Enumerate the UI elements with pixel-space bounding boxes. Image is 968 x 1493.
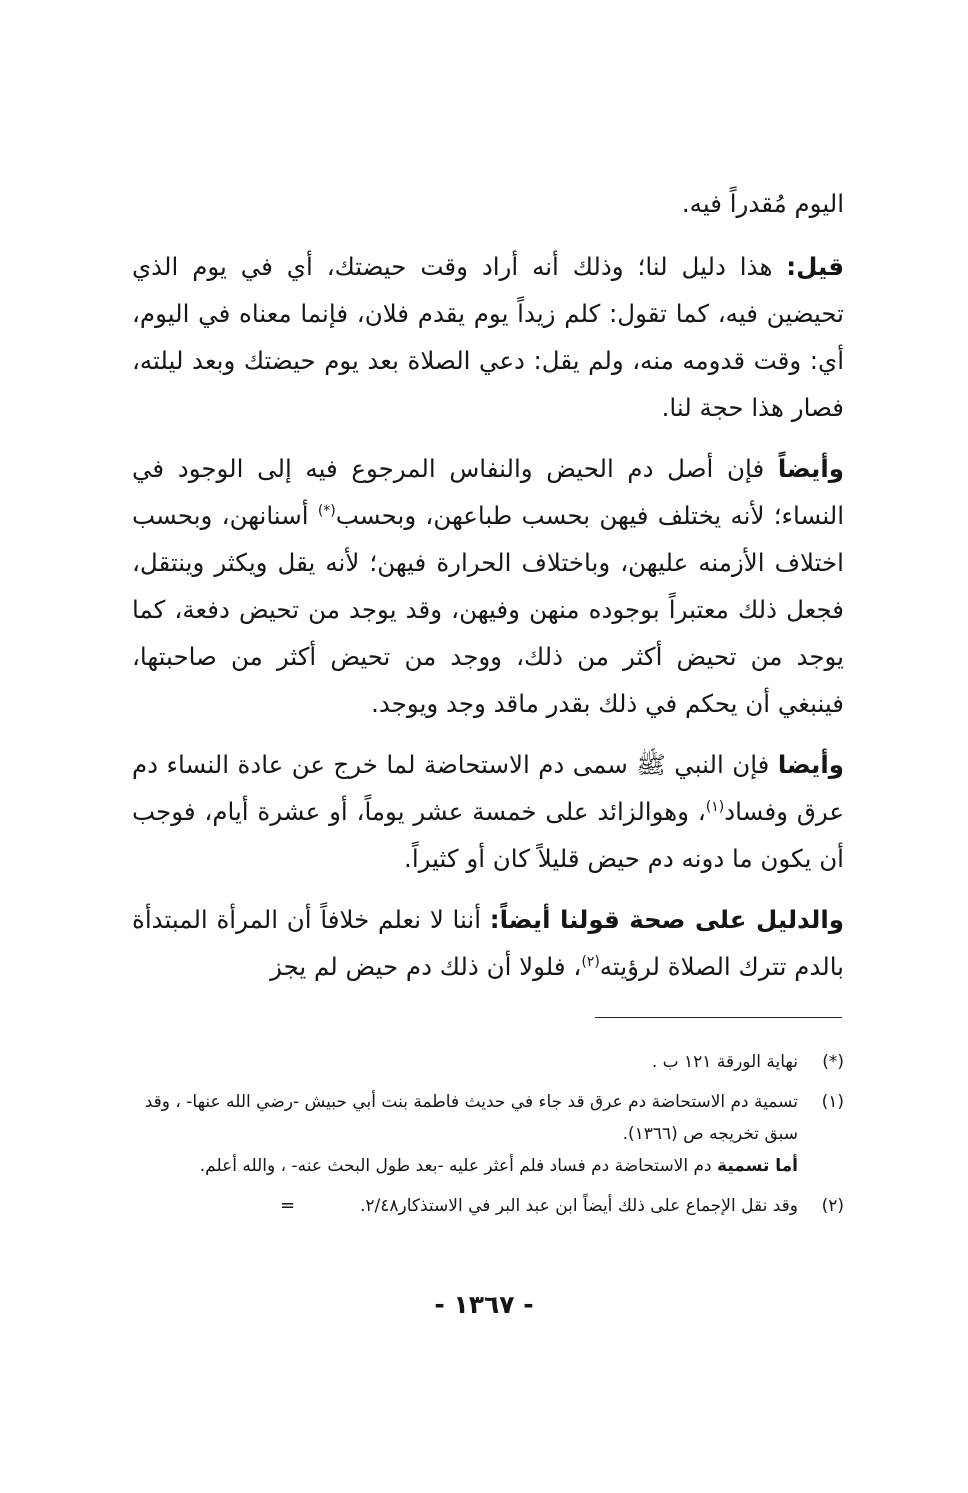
paragraph-0-text: اليوم مُقدراً فيه. (681, 189, 844, 218)
footnote-star (132, 1046, 844, 1078)
footnote-2-text: وقد نقل الإجماع على ذلك أيضاً ابن عبد البر في الاستذكار٢/٤٨. (359, 1196, 798, 1216)
paragraph-4-text-a: أننا لا نعلم خلافاً أن المرأة المبتدأة بالدم تترك الصلاة لرؤيته (132, 905, 844, 981)
footnote-1-text: تسمية دم الاستحاضة دم عرق قد جاء في حديث فاطمة بنت أبي حبيش -رضي الله عنها- ، وقد سبق تخريجه ص (١٣٦٦). (144, 1092, 798, 1144)
footnote-2 (132, 1190, 844, 1222)
footnote-1-body (132, 1086, 798, 1182)
paragraph-4-text-b: ، فلولا أن ذلك دم حيض لم يجز (270, 952, 582, 981)
main-text (132, 180, 844, 1004)
footnote-1-text-2: دم الاستحاضة دم فساد فلم أعثر عليه -بعد طول البحث عنه- ، والله أعلم. (199, 1156, 718, 1176)
footnote-separator (595, 1017, 842, 1018)
paragraph-1 (132, 243, 844, 431)
paragraph-4-lead: والدليل على صحة قولنا أيضاً: (489, 905, 844, 934)
footnote-ref-1: (١) (705, 798, 725, 815)
paragraph-2-text-a: فإن أصل دم الحيض والنفاس المرجوع فيه إلى الوجود في النساء؛ لأنه يختلف فيهن بحسب طباعهن، وبحسب (132, 454, 845, 530)
paragraph-3-lead: وأيضا (777, 750, 844, 779)
footnote-2-number: (٢) (821, 1196, 844, 1216)
footnote-continuation-mark: = (280, 1195, 296, 1216)
paragraph-4 (132, 896, 844, 990)
folio-marker: (*) (317, 502, 336, 519)
footnote-star-number: (*) (822, 1052, 844, 1072)
footnotes (132, 1046, 844, 1230)
footnote-star-text: نهاية الورقة ١٢١ ب . (651, 1052, 798, 1072)
paragraph-2-lead: وأيضاً (777, 454, 844, 483)
page-number: - ١٣٦٧ - (434, 1290, 534, 1319)
paragraph-1-text: هذا دليل لنا؛ وذلك أنه أراد وقت حيضتك، أي في يوم الذي تحيضين فيه، كما تقول: كلم زيداً يوم يقدم فلان، فإنما معناه في اليوم، أي: وقت قدومه منه، ولم يقل: دعي الصلاة بعد يوم حيضتك وبعد ليلته، فصار هذا حجة لنا. (132, 252, 844, 422)
footnote-ref-2: (٢) (581, 953, 600, 970)
paragraph-0 (132, 180, 844, 227)
paragraph-2-text-b: أسنانهن، وبحسب اختلاف الأزمنه عليهن، وباختلاف الحرارة فيهن؛ لأنه يقل ويكثر وينتقل، فجعل ذلك معتبراً بوجوده منهن وفيهن، وقد يوجد من تحيض دفعة، كما يوجد من تحيض أكثر من ذلك، ووجد من تحيض أكثر من صاحبتها، فينبغي أن يحكم في ذلك بقدر ماقد وجد ويوجد. (132, 501, 844, 718)
footnote-1-bold: أما تسمية (717, 1156, 798, 1176)
paragraph-1-lead: قيل: (786, 252, 844, 281)
paragraph-3-text-a: فإن النبي ﷺ سمى دم الاستحاضة لما خرج عن عادة النساء دم عرق وفساد (132, 750, 844, 826)
footnote-1 (132, 1086, 844, 1182)
paragraph-3 (132, 741, 844, 882)
paragraph-2 (132, 445, 844, 727)
paragraph-3-text-b: ، وهوالزائد على خمسة عشر يوماً، أو عشرة أيام، فوجب أن يكون ما دونه دم حيض قليلاً كان أو كثيراً. (132, 797, 844, 873)
footnote-1-number: (١) (821, 1092, 844, 1112)
